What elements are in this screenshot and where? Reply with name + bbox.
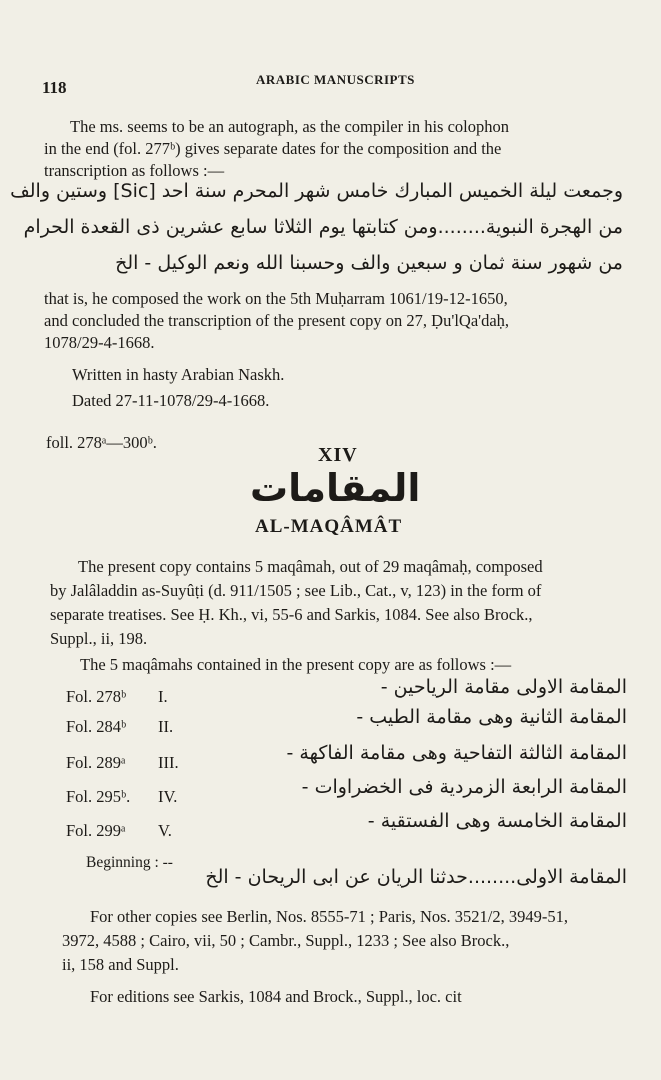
- description-line-2: by Jalâladdin as-Suyûṭi (d. 911/1505 ; see Lib., Cat., v, 123) in the form of: [50, 581, 542, 600]
- colophon-paragraph-line-1: The ms. seems to be an autograph, as the compiler in his colophon: [70, 117, 509, 136]
- arabic-colophon-line-1: وجمعت ليلة الخميس المبارك خامس شهر المحرم سنة احد [Sic] وستين والف: [10, 180, 623, 202]
- description-line-1: The present copy contains 5 maqâmah, out of 29 maqâmaḥ, composed: [78, 557, 543, 576]
- editions-note: For editions see Sarkis, 1084 and Brock., Suppl., loc. cit: [90, 987, 462, 1006]
- list-number: I.: [158, 687, 168, 706]
- running-title: ARABIC MANUSCRIPTS: [256, 72, 415, 87]
- list-arabic: المقامة الخامسة وهى الفستقية -: [367, 810, 627, 832]
- list-arabic: المقامة الرابعة الزمردية فى الخضراوات -: [301, 776, 627, 798]
- beginning-label: Beginning : --: [86, 854, 173, 871]
- translation-line-3: 1078/29-4-1668.: [44, 333, 155, 352]
- dated-note: Dated 27-11-1078/29-4-1668.: [72, 391, 270, 410]
- written-note: Written in hasty Arabian Naskh.: [72, 365, 285, 384]
- list-number: II.: [158, 717, 174, 736]
- list-number: III.: [158, 753, 179, 772]
- arabic-colophon-line-3: من شهور سنة ثمان و سبعين والف وحسبنا الله ونعم الوكيل - الخ: [115, 252, 623, 274]
- translation-line-2: and concluded the transcription of the present copy on 27, Ḍu'lQa'daḥ,: [44, 311, 510, 330]
- description-line-4: Suppl., ii, 198.: [50, 629, 148, 648]
- list-folio: Fol. 284ᵇ: [66, 717, 127, 736]
- other-copies-line-1: For other copies see Berlin, Nos. 8555-71 ; Paris, Nos. 3521/2, 3949-51,: [90, 907, 568, 926]
- colophon-paragraph-line-3: transcription as follows :—: [44, 161, 225, 180]
- folio-range: foll. 278ᵃ—300ᵇ.: [46, 433, 157, 452]
- list-arabic: المقامة الاولى مقامة الرياحين -: [380, 676, 627, 698]
- arabic-title: المقامات: [250, 466, 421, 510]
- list-folio: Fol. 295ᵇ.: [66, 787, 131, 806]
- entry-number: XIV: [318, 444, 358, 466]
- translation-line-1: that is, he composed the work on the 5th Muḥarram 1061/19-12-1650,: [44, 289, 508, 308]
- list-folio: Fol. 289ᵃ: [66, 753, 126, 772]
- page-number: 118: [42, 78, 67, 97]
- other-copies-line-2: 3972, 4588 ; Cairo, vii, 50 ; Cambr., Suppl., 1233 ; See also Brock.,: [62, 931, 510, 950]
- list-folio: Fol. 299ᵃ: [66, 821, 126, 840]
- list-arabic: المقامة الثانية وهى مقامة الطيب -: [356, 706, 627, 728]
- list-intro: The 5 maqâmahs contained in the present copy are as follows :—: [80, 655, 512, 674]
- list-arabic: المقامة الثالثة التفاحية وهى مقامة الفاكهة -: [286, 742, 627, 764]
- beginning-arabic: المقامة الاولى........حدثنا الريان عن ابى الريحان - الخ: [205, 866, 627, 888]
- arabic-colophon-line-2: من الهجرة النبوية........ومن كتابتها يوم الثلاثا سابع عشرين ذى القعدة الحرام: [23, 216, 623, 238]
- entry-title: AL-MAQÂMÂT: [255, 516, 403, 537]
- list-folio: Fol. 278ᵇ: [66, 687, 127, 706]
- colophon-paragraph-line-2: in the end (fol. 277ᵇ) gives separate dates for the composition and the: [44, 139, 502, 158]
- other-copies-line-3: ii, 158 and Suppl.: [62, 955, 179, 974]
- list-number: V.: [158, 821, 172, 840]
- list-number: IV.: [158, 787, 178, 806]
- description-line-3: separate treatises. See Ḥ. Kh., vi, 55-6 and Sarkis, 1084. See also Brock.,: [50, 605, 533, 624]
